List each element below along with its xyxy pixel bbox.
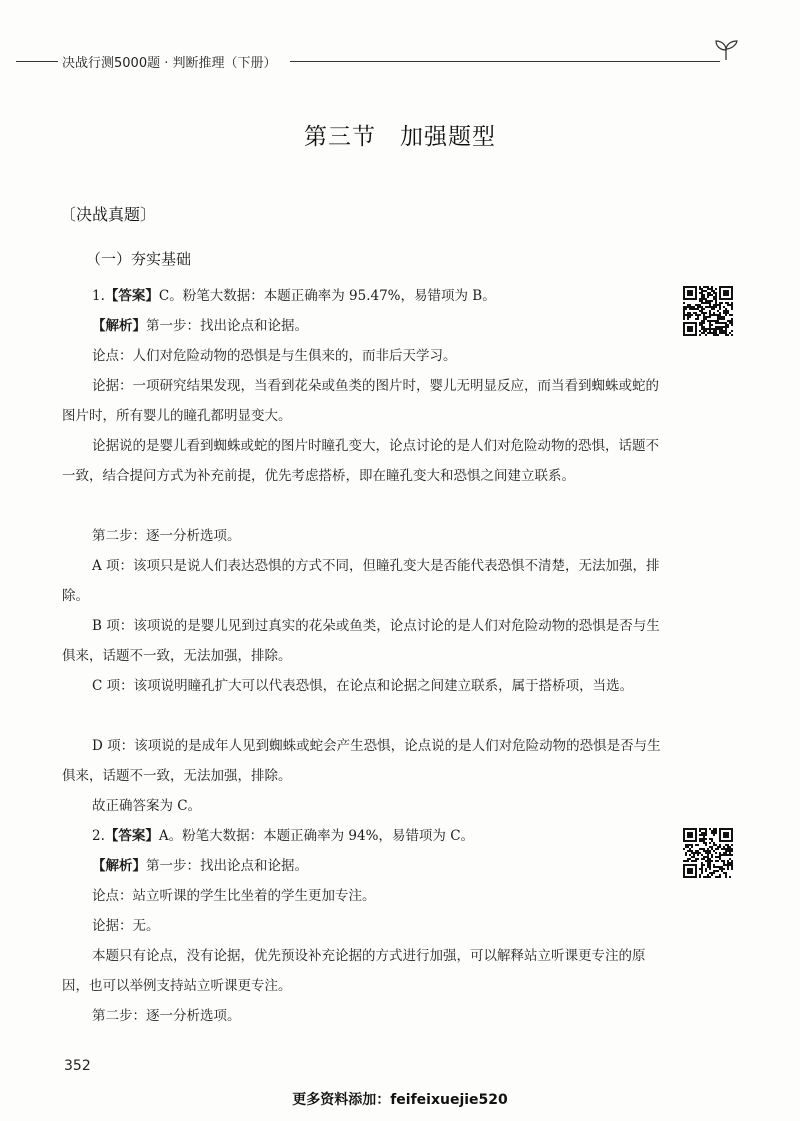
q1-conclusion: 故正确答案为 C。 [92, 798, 202, 814]
q1-answer-line [62, 281, 662, 311]
section-title: 第三节 加强题型 [304, 124, 496, 150]
q2-analysis-tag: 【解析】 [92, 858, 146, 874]
running-header [0, 50, 800, 72]
header-rule-left [16, 61, 58, 62]
q1-analysis-text: 第一步：找出论点和论据。 [146, 318, 308, 334]
qr-code-icon[interactable] [683, 286, 733, 336]
q2-number: 2. [92, 828, 105, 844]
qr-code-icon[interactable] [683, 828, 733, 878]
q1-lunju: 论据：一项研究结果发现，当看到花朵或鱼类的图片时，婴儿无明显反应，而当看到蜘蛛或蛇的图片时，所有婴儿的瞳孔都明显变大。 [62, 378, 659, 424]
q2-lunju: 论据：无。 [92, 918, 160, 934]
q1-analysis-tag: 【解析】 [92, 318, 146, 334]
q2-analysis-line [62, 851, 662, 881]
q2-answer-line [62, 821, 662, 851]
q1-analysis-line [62, 311, 662, 341]
sub-heading: （一）夯实基础 [86, 250, 192, 268]
q1-answer-text: C。粉笔大数据：本题正确率为 95.47%，易错项为 B。 [158, 288, 496, 304]
q1-number: 1. [92, 288, 105, 304]
q2-step2: 第二步：逐一分析选项。 [92, 1008, 241, 1024]
header-rule-right [290, 61, 720, 62]
sprout-icon [712, 38, 740, 62]
footer-note: 更多资料添加：feifeixuejie520 [292, 1092, 508, 1108]
q1-reasoning: 论据说的是婴儿看到蜘蛛或蛇的图片时瞳孔变大，论点讨论的是人们对危险动物的恐惧，话题不一致，结合提问方式为补充前提，优先考虑搭桥，即在瞳孔变大和恐惧之间建立联系。 [62, 438, 659, 484]
q1-option-b: B 项：该项说的是婴儿见到过真实的花朵或鱼类，论点讨论的是人们对危险动物的恐惧是否与生俱来，话题不一致，无法加强，排除。 [62, 618, 660, 664]
q1-option-c: C 项：该项说明瞳孔扩大可以代表恐惧，在论点和论据之间建立联系，属于搭桥项，当选。 [92, 678, 634, 694]
q2-reasoning: 本题只有论点，没有论据，优先预设补充论据的方式进行加强，可以解释站立听课更专注的原因，也可以举例支持站立听课更专注。 [62, 948, 646, 994]
header-title: 决战行测5000题 · 判断推理（下册） [62, 56, 277, 71]
page-number: 352 [64, 1058, 91, 1074]
q1-answer-tag: 【答案】 [104, 288, 159, 304]
q2-analysis-text: 第一步：找出论点和论据。 [146, 858, 308, 874]
q1-option-a: A 项：该项只是说人们表达恐惧的方式不同，但瞳孔变大是否能代表恐惧不清楚，无法加强，排除。 [62, 558, 660, 604]
q1-step2: 第二步：逐一分析选项。 [92, 528, 241, 544]
block-heading: 〔决战真题〕 [60, 205, 157, 224]
q2-answer-text: A。粉笔大数据：本题正确率为 94%，易错项为 C。 [158, 828, 475, 844]
q1-option-d: D 项：该项说的是成年人见到蜘蛛或蛇会产生恐惧，论点说的是人们对危险动物的恐惧是否与生俱来，话题不一致，无法加强，排除。 [62, 738, 661, 784]
q2-answer-tag: 【答案】 [104, 828, 159, 844]
q1-lundian: 论点：人们对危险动物的恐惧是与生俱来的，而非后天学习。 [92, 348, 457, 364]
q2-lundian: 论点：站立听课的学生比坐着的学生更加专注。 [92, 888, 376, 904]
